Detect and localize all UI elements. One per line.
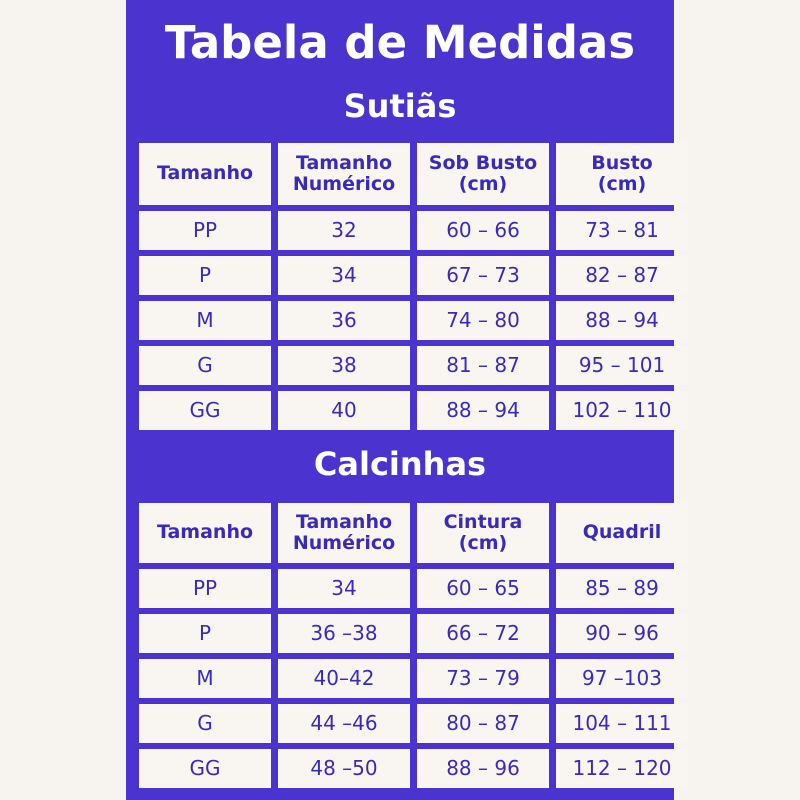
table-cell: 44 –46	[278, 704, 410, 743]
table-cell: 88 – 94	[417, 391, 549, 430]
header-cell: Busto (cm)	[556, 143, 688, 205]
table-cell: 48 –50	[278, 749, 410, 788]
table-cell: 66 – 72	[417, 614, 549, 653]
table-cell: 102 – 110	[556, 391, 688, 430]
header-cell: Tamanho	[139, 503, 271, 563]
table-cell: M	[139, 301, 271, 340]
table-cell: P	[139, 256, 271, 295]
table-cell: M	[139, 659, 271, 698]
header-cell: Tamanho Numérico	[278, 143, 410, 205]
table-cell: 67 – 73	[417, 256, 549, 295]
table-cell: 38	[278, 346, 410, 385]
table-cell: 80 – 87	[417, 704, 549, 743]
header-cell: Tamanho Numérico	[278, 503, 410, 563]
table-cell: 97 –103	[556, 659, 688, 698]
table-cell: 73 – 79	[417, 659, 549, 698]
table-cell: G	[139, 704, 271, 743]
page-title: Tabela de Medidas	[164, 16, 636, 69]
table-cell: PP	[139, 569, 271, 608]
table-cell: P	[139, 614, 271, 653]
table-cell: 85 – 89	[556, 569, 688, 608]
table-cell: 82 – 87	[556, 256, 688, 295]
table-sutias	[139, 143, 688, 430]
table-cell: GG	[139, 749, 271, 788]
table-cell: 36	[278, 301, 410, 340]
header-cell: Tamanho	[139, 143, 271, 205]
table-cell: 104 – 111	[556, 704, 688, 743]
table-calcinhas	[139, 503, 688, 788]
table-cell: 88 – 94	[556, 301, 688, 340]
header-cell: Sob Busto (cm)	[417, 143, 549, 205]
header-cell: Quadril	[556, 503, 688, 563]
table-cell: 81 – 87	[417, 346, 549, 385]
table-cell: 90 – 96	[556, 614, 688, 653]
table-cell: 95 – 101	[556, 346, 688, 385]
table-cell: 73 – 81	[556, 211, 688, 250]
section-title-sutias: Sutiãs	[343, 87, 457, 125]
table-cell: 34	[278, 569, 410, 608]
table-cell: G	[139, 346, 271, 385]
table-cell: 88 – 96	[417, 749, 549, 788]
table-cell: 40–42	[278, 659, 410, 698]
table-cell: 112 – 120	[556, 749, 688, 788]
table-cell: 34	[278, 256, 410, 295]
header-cell: Cintura (cm)	[417, 503, 549, 563]
table-cell: 60 – 66	[417, 211, 549, 250]
table-cell: 36 –38	[278, 614, 410, 653]
section-title-calcinhas: Calcinhas	[313, 445, 487, 483]
table-cell: 74 – 80	[417, 301, 549, 340]
table-cell: 40	[278, 391, 410, 430]
table-cell: 32	[278, 211, 410, 250]
table-cell: PP	[139, 211, 271, 250]
table-cell: GG	[139, 391, 271, 430]
table-cell: 60 – 65	[417, 569, 549, 608]
